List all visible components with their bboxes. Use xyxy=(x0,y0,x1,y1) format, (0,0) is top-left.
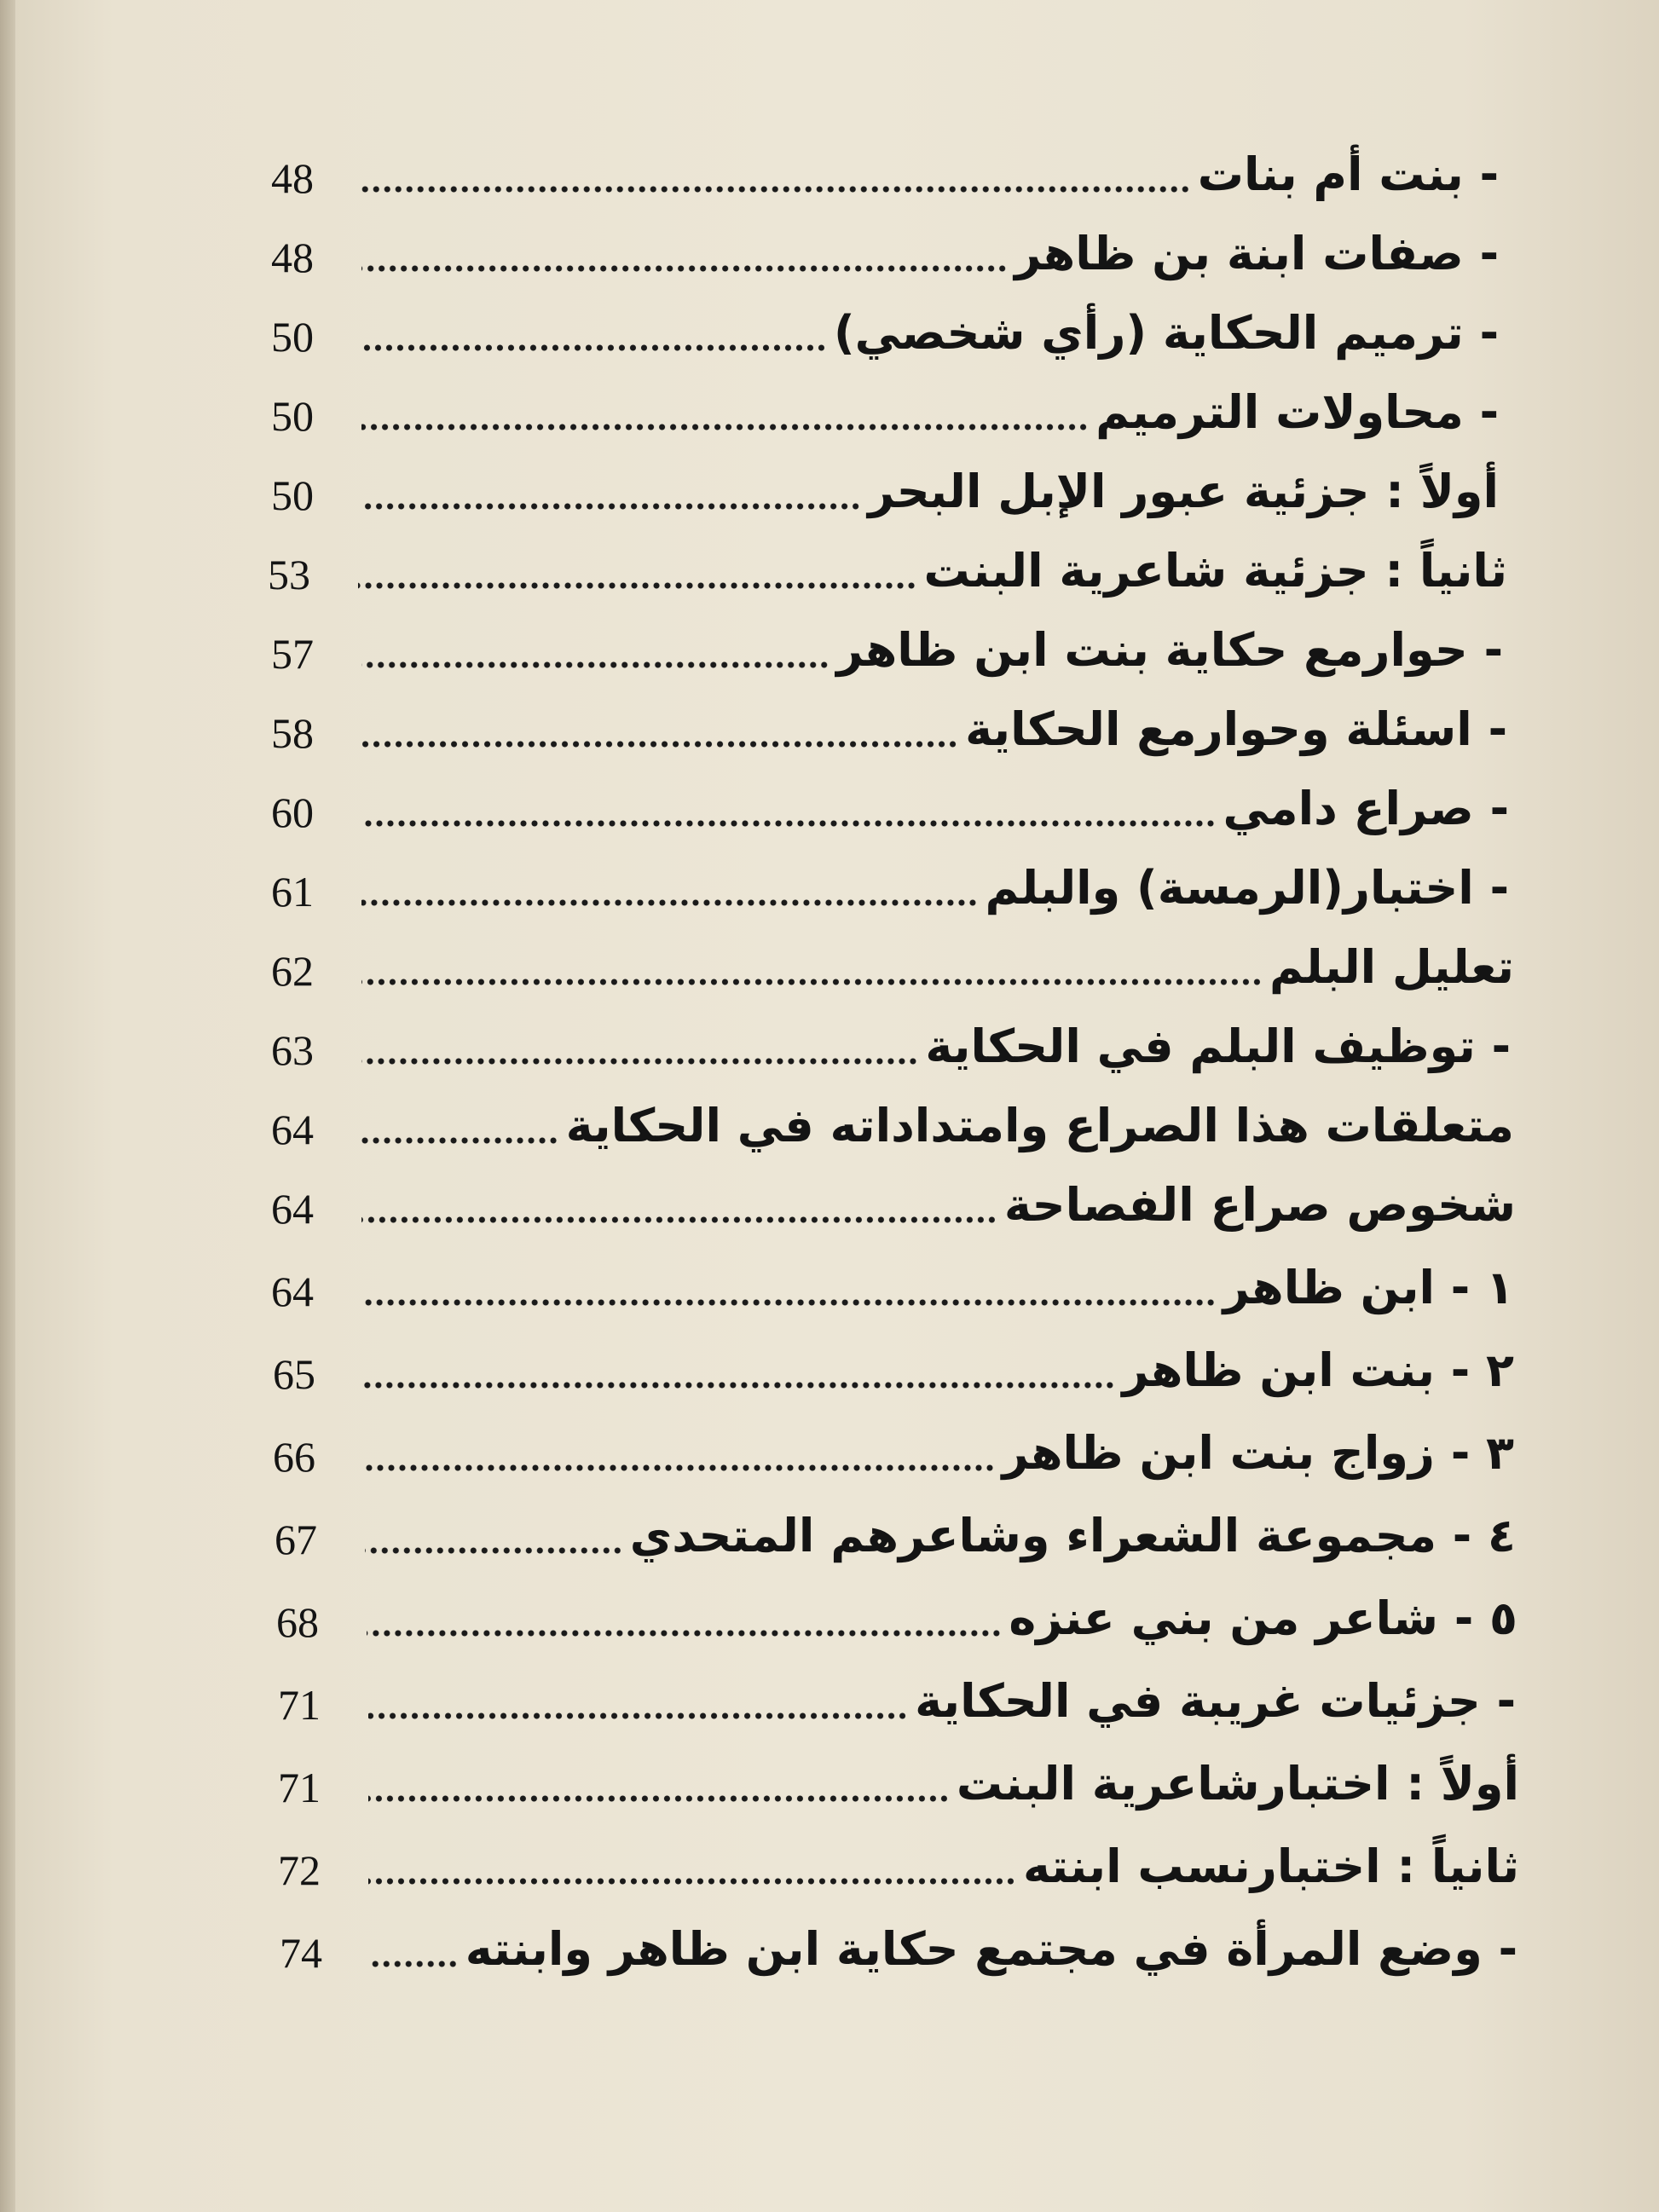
dot-leader xyxy=(361,979,1263,985)
toc-entry-title: - حوارمع حكاية بنت ابن ظاهر xyxy=(836,623,1503,677)
toc-entry xyxy=(278,1811,1519,1893)
dot-leader xyxy=(361,899,978,906)
toc-entry-title: أولاً : اختبارشاعرية البنت xyxy=(956,1757,1519,1811)
dot-leader xyxy=(363,1464,996,1471)
toc-entry-title: ٣ - زواج بنت ابن ظاهر xyxy=(1002,1426,1514,1480)
toc-entry-title: - ترميم الحكاية (رأي شخصي) xyxy=(833,306,1499,360)
toc-entry-title: - صفات ابنة بن ظاهر xyxy=(1014,227,1499,280)
toc-entry xyxy=(271,357,1499,439)
toc-entry xyxy=(273,1315,1514,1397)
toc-entry-title: - اختبار(الرمسة) والبلم xyxy=(985,861,1509,915)
toc-page-number: 66 xyxy=(273,1433,315,1481)
toc-entry xyxy=(273,1398,1514,1480)
toc-entry-title: تعليل البلم xyxy=(1269,940,1514,994)
dot-leader xyxy=(361,503,861,510)
dot-leader xyxy=(358,582,917,589)
book-page xyxy=(15,0,1659,2212)
toc-entry-title: ١ - ابن ظاهر xyxy=(1223,1261,1514,1314)
toc-entry xyxy=(271,119,1499,201)
toc-entry xyxy=(271,278,1499,360)
toc-entry xyxy=(280,1894,1517,1976)
dot-leader xyxy=(363,1382,1115,1389)
dot-leader xyxy=(361,424,1089,430)
dot-leader xyxy=(361,741,958,748)
toc-entry-title: - محاولات الترميم xyxy=(1095,385,1499,439)
toc-entry-title: - صراع دامي xyxy=(1223,782,1509,835)
toc-entry-title: أولاً : جزئية عبور الإبل البحر xyxy=(868,465,1499,518)
dot-leader xyxy=(361,1216,997,1223)
toc-entry xyxy=(271,595,1503,677)
toc-entry-title: متعلقات هذا الصراع وامتداداته في الحكاية xyxy=(565,1099,1514,1152)
toc-entry-title: ٢ - بنت ابن ظاهر xyxy=(1122,1343,1514,1397)
toc-entry xyxy=(271,754,1509,835)
toc-entry xyxy=(271,436,1499,518)
toc-page-number: 74 xyxy=(280,1929,322,1977)
toc-entry-title: شخوص صراع الفصاحة xyxy=(1003,1178,1516,1232)
dot-leader xyxy=(361,661,830,668)
dot-leader xyxy=(370,1961,459,1967)
toc-page-number: 57 xyxy=(271,630,314,678)
toc-page-number: 71 xyxy=(278,1764,321,1811)
toc-page-number: 72 xyxy=(278,1846,321,1894)
dot-leader xyxy=(367,1630,1002,1637)
toc-page-number: 67 xyxy=(275,1516,317,1563)
dot-leader xyxy=(361,1058,918,1065)
toc-entry xyxy=(276,1563,1517,1645)
toc-entry-title: - جزئيات غريبة في الحكاية xyxy=(915,1674,1516,1728)
toc-entry xyxy=(271,991,1511,1073)
toc-entry xyxy=(271,912,1514,994)
toc-page-number: 50 xyxy=(271,471,314,519)
toc-page-number: 65 xyxy=(273,1350,315,1398)
toc-page-number: 64 xyxy=(271,1106,314,1153)
toc-entry xyxy=(271,1150,1516,1232)
toc-page-number: 62 xyxy=(271,947,314,995)
toc-page-number: 64 xyxy=(271,1185,314,1233)
toc-entry xyxy=(271,674,1507,756)
toc-page-number: 50 xyxy=(271,392,314,440)
toc-page-number: 60 xyxy=(271,788,314,836)
dot-leader xyxy=(368,1795,950,1802)
toc-entry-title: ٤ - مجموعة الشعراء وشاعرهم المتحدي xyxy=(629,1509,1516,1562)
toc-page-number: 50 xyxy=(271,313,314,361)
toc-entry-title: - بنت أم بنات xyxy=(1197,147,1499,201)
dot-leader xyxy=(361,1299,1217,1306)
toc-entry xyxy=(268,516,1507,598)
toc-page-number: 48 xyxy=(271,234,314,281)
toc-entry xyxy=(271,1071,1514,1152)
toc-entry xyxy=(278,1646,1516,1728)
dot-leader xyxy=(361,186,1191,193)
toc-entry-title: - اسئلة وحوارمع الحكاية xyxy=(965,702,1507,756)
toc-entry xyxy=(271,1233,1514,1314)
dot-leader xyxy=(361,820,1217,827)
toc-page-number: 71 xyxy=(278,1681,321,1729)
dot-leader xyxy=(368,1878,1016,1885)
toc-entry-title: - توظيف البلم في الحكاية xyxy=(925,1019,1511,1073)
toc-page-number: 53 xyxy=(268,551,310,598)
page-spine-edge xyxy=(0,0,15,2212)
toc-entry xyxy=(278,1729,1519,1811)
toc-entry xyxy=(271,833,1509,915)
dot-leader xyxy=(361,1137,559,1144)
toc-page-number: 63 xyxy=(271,1026,314,1074)
dot-leader xyxy=(365,1547,623,1554)
dot-leader xyxy=(368,1712,908,1719)
toc-entry xyxy=(275,1481,1516,1562)
dot-leader xyxy=(361,344,827,351)
toc-entry xyxy=(271,199,1499,280)
toc-page-number: 58 xyxy=(271,709,314,757)
toc-entry-title: ٥ - شاعر من بني عنزه xyxy=(1009,1591,1517,1645)
toc-page-number: 68 xyxy=(276,1598,319,1646)
toc-entry-title: - وضع المرأة في مجتمع حكاية ابن ظاهر وابنته xyxy=(465,1922,1517,1976)
dot-leader xyxy=(361,265,1008,272)
toc-entry-title: ثانياً : اختبارنسب ابنته xyxy=(1022,1839,1519,1893)
toc-page-number: 64 xyxy=(271,1268,314,1315)
toc-page-number: 48 xyxy=(271,154,314,202)
toc-entry-title: ثانياً : جزئية شاعرية البنت xyxy=(923,544,1507,598)
toc-page-number: 61 xyxy=(271,868,314,915)
